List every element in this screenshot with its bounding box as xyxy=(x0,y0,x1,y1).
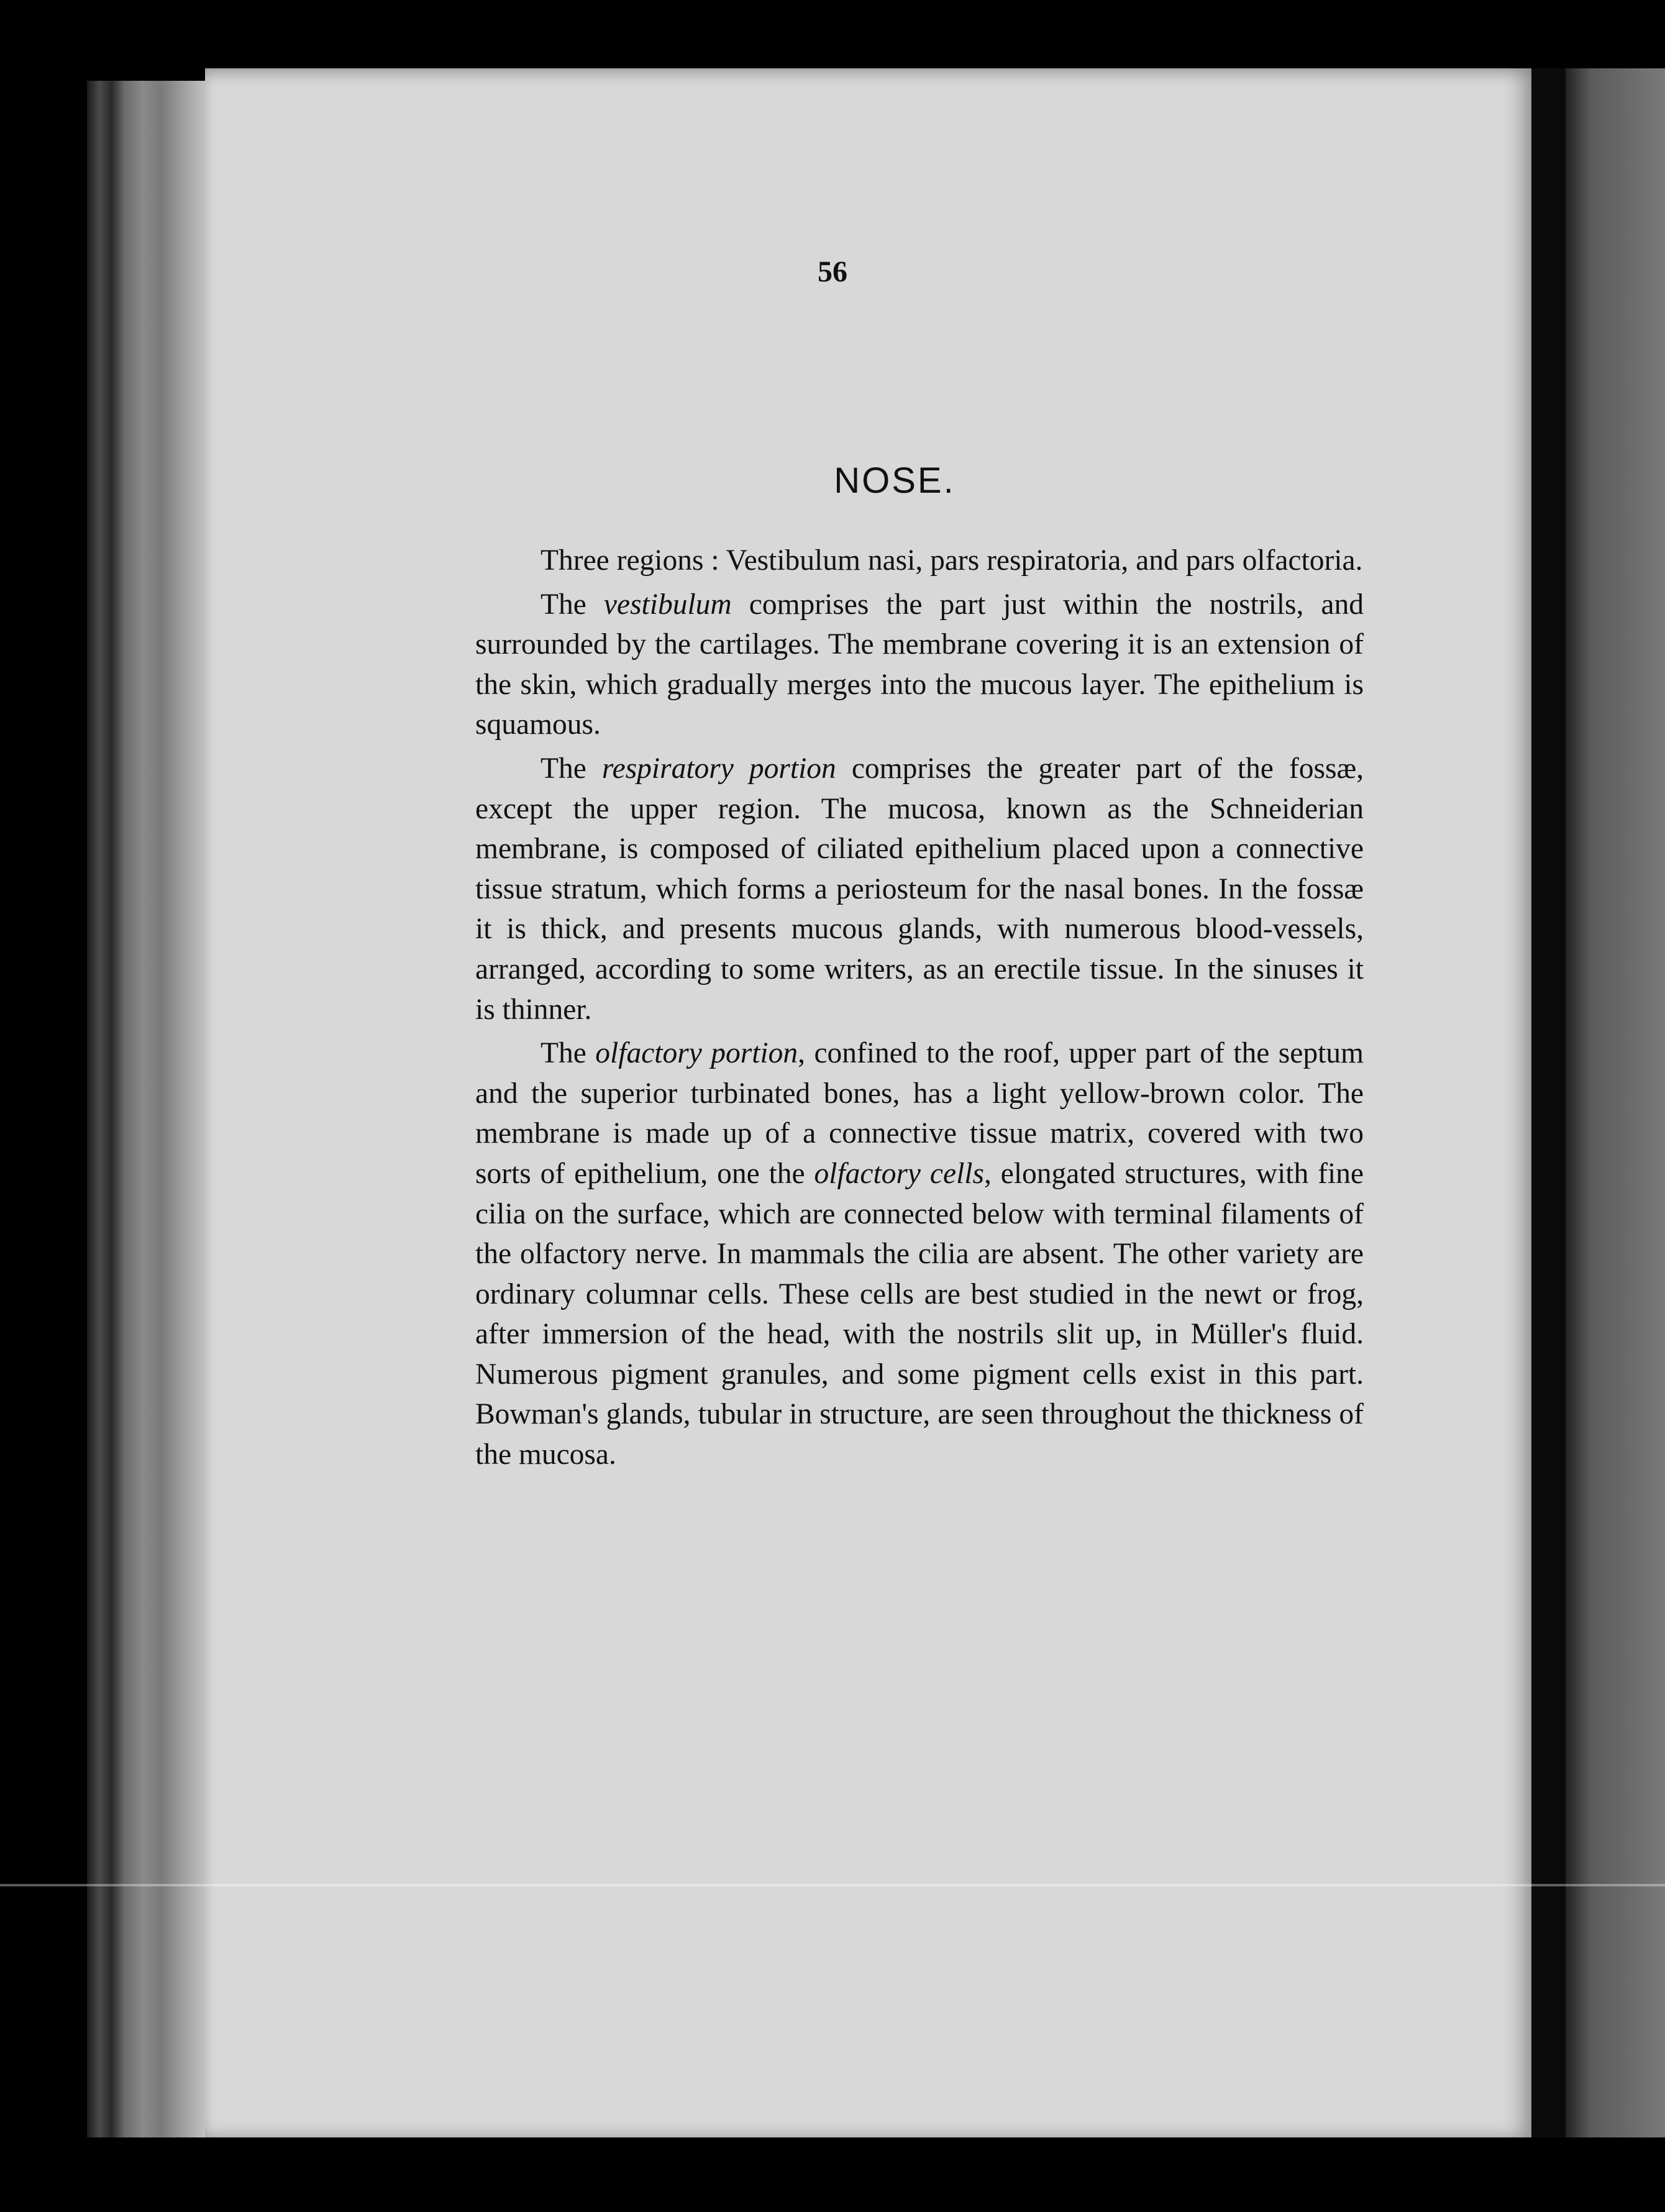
text-run: The xyxy=(541,1037,596,1070)
book-spine-edge xyxy=(87,81,211,2137)
text-run: Three regions : Vestibulum nasi, pars respiratoria, and pars olfactoria. xyxy=(541,544,1363,577)
section-heading: NOSE. xyxy=(834,460,956,501)
body-text xyxy=(475,541,1364,1479)
paragraph xyxy=(475,1033,1364,1475)
paragraph xyxy=(475,541,1364,581)
italic-term: vestibulum xyxy=(603,588,732,621)
scan-artifact-line xyxy=(0,1884,1665,1886)
facing-page-edge xyxy=(1566,68,1665,2137)
text-run: comprises the part just within the nostrils, and surrounded by the cartilages. The membrane covering it is an extension of the skin, which gradually merges into the mucous layer. The epithelium is squamous. xyxy=(475,588,1364,741)
binding-shadow xyxy=(1531,68,1566,2137)
text-run: comprises the greater part of the fossæ, except the upper region. The mucosa, known as the Schneiderian membrane, is composed of ciliated epithelium placed upon a connective tissue stratum, which forms a periosteum for the nasal bones. In the fossæ it is thick, and presents mucous glands, with numerous blood-vessels, arranged, according to some writers, as an erectile tissue. In the sinuses it is thinner. xyxy=(475,752,1364,1026)
text-run: , confined to the roof, upper part of the septum and the superior turbinated bones, has a light yellow-brown color. The membrane is made up of a connective tissue matrix, covered with two sorts of epithelium, one the xyxy=(475,1037,1364,1190)
text-run: The xyxy=(541,752,602,785)
text-run: , elongated structures, with fine cilia on the surface, which are connected below with terminal filaments of the olfactory nerve. In mammals the cilia are absent. The other variety are ordinary columnar cells. These cells are best studied in the newt or frog, after immersion of the head, with the nostrils slit up, in Müller's fluid. Numerous pigment granules, and some pigment cells exist in this part. Bowman's glands, tubular in structure, are seen throughout the thickness of the mucosa. xyxy=(475,1157,1364,1471)
italic-term: olfactory portion xyxy=(595,1037,798,1070)
paragraph xyxy=(475,749,1364,1030)
text-run: The xyxy=(541,588,604,621)
italic-term: olfactory cells xyxy=(814,1157,984,1190)
page-number: 56 xyxy=(818,255,847,288)
italic-term: respiratory portion xyxy=(601,752,836,785)
paragraph xyxy=(475,585,1364,745)
